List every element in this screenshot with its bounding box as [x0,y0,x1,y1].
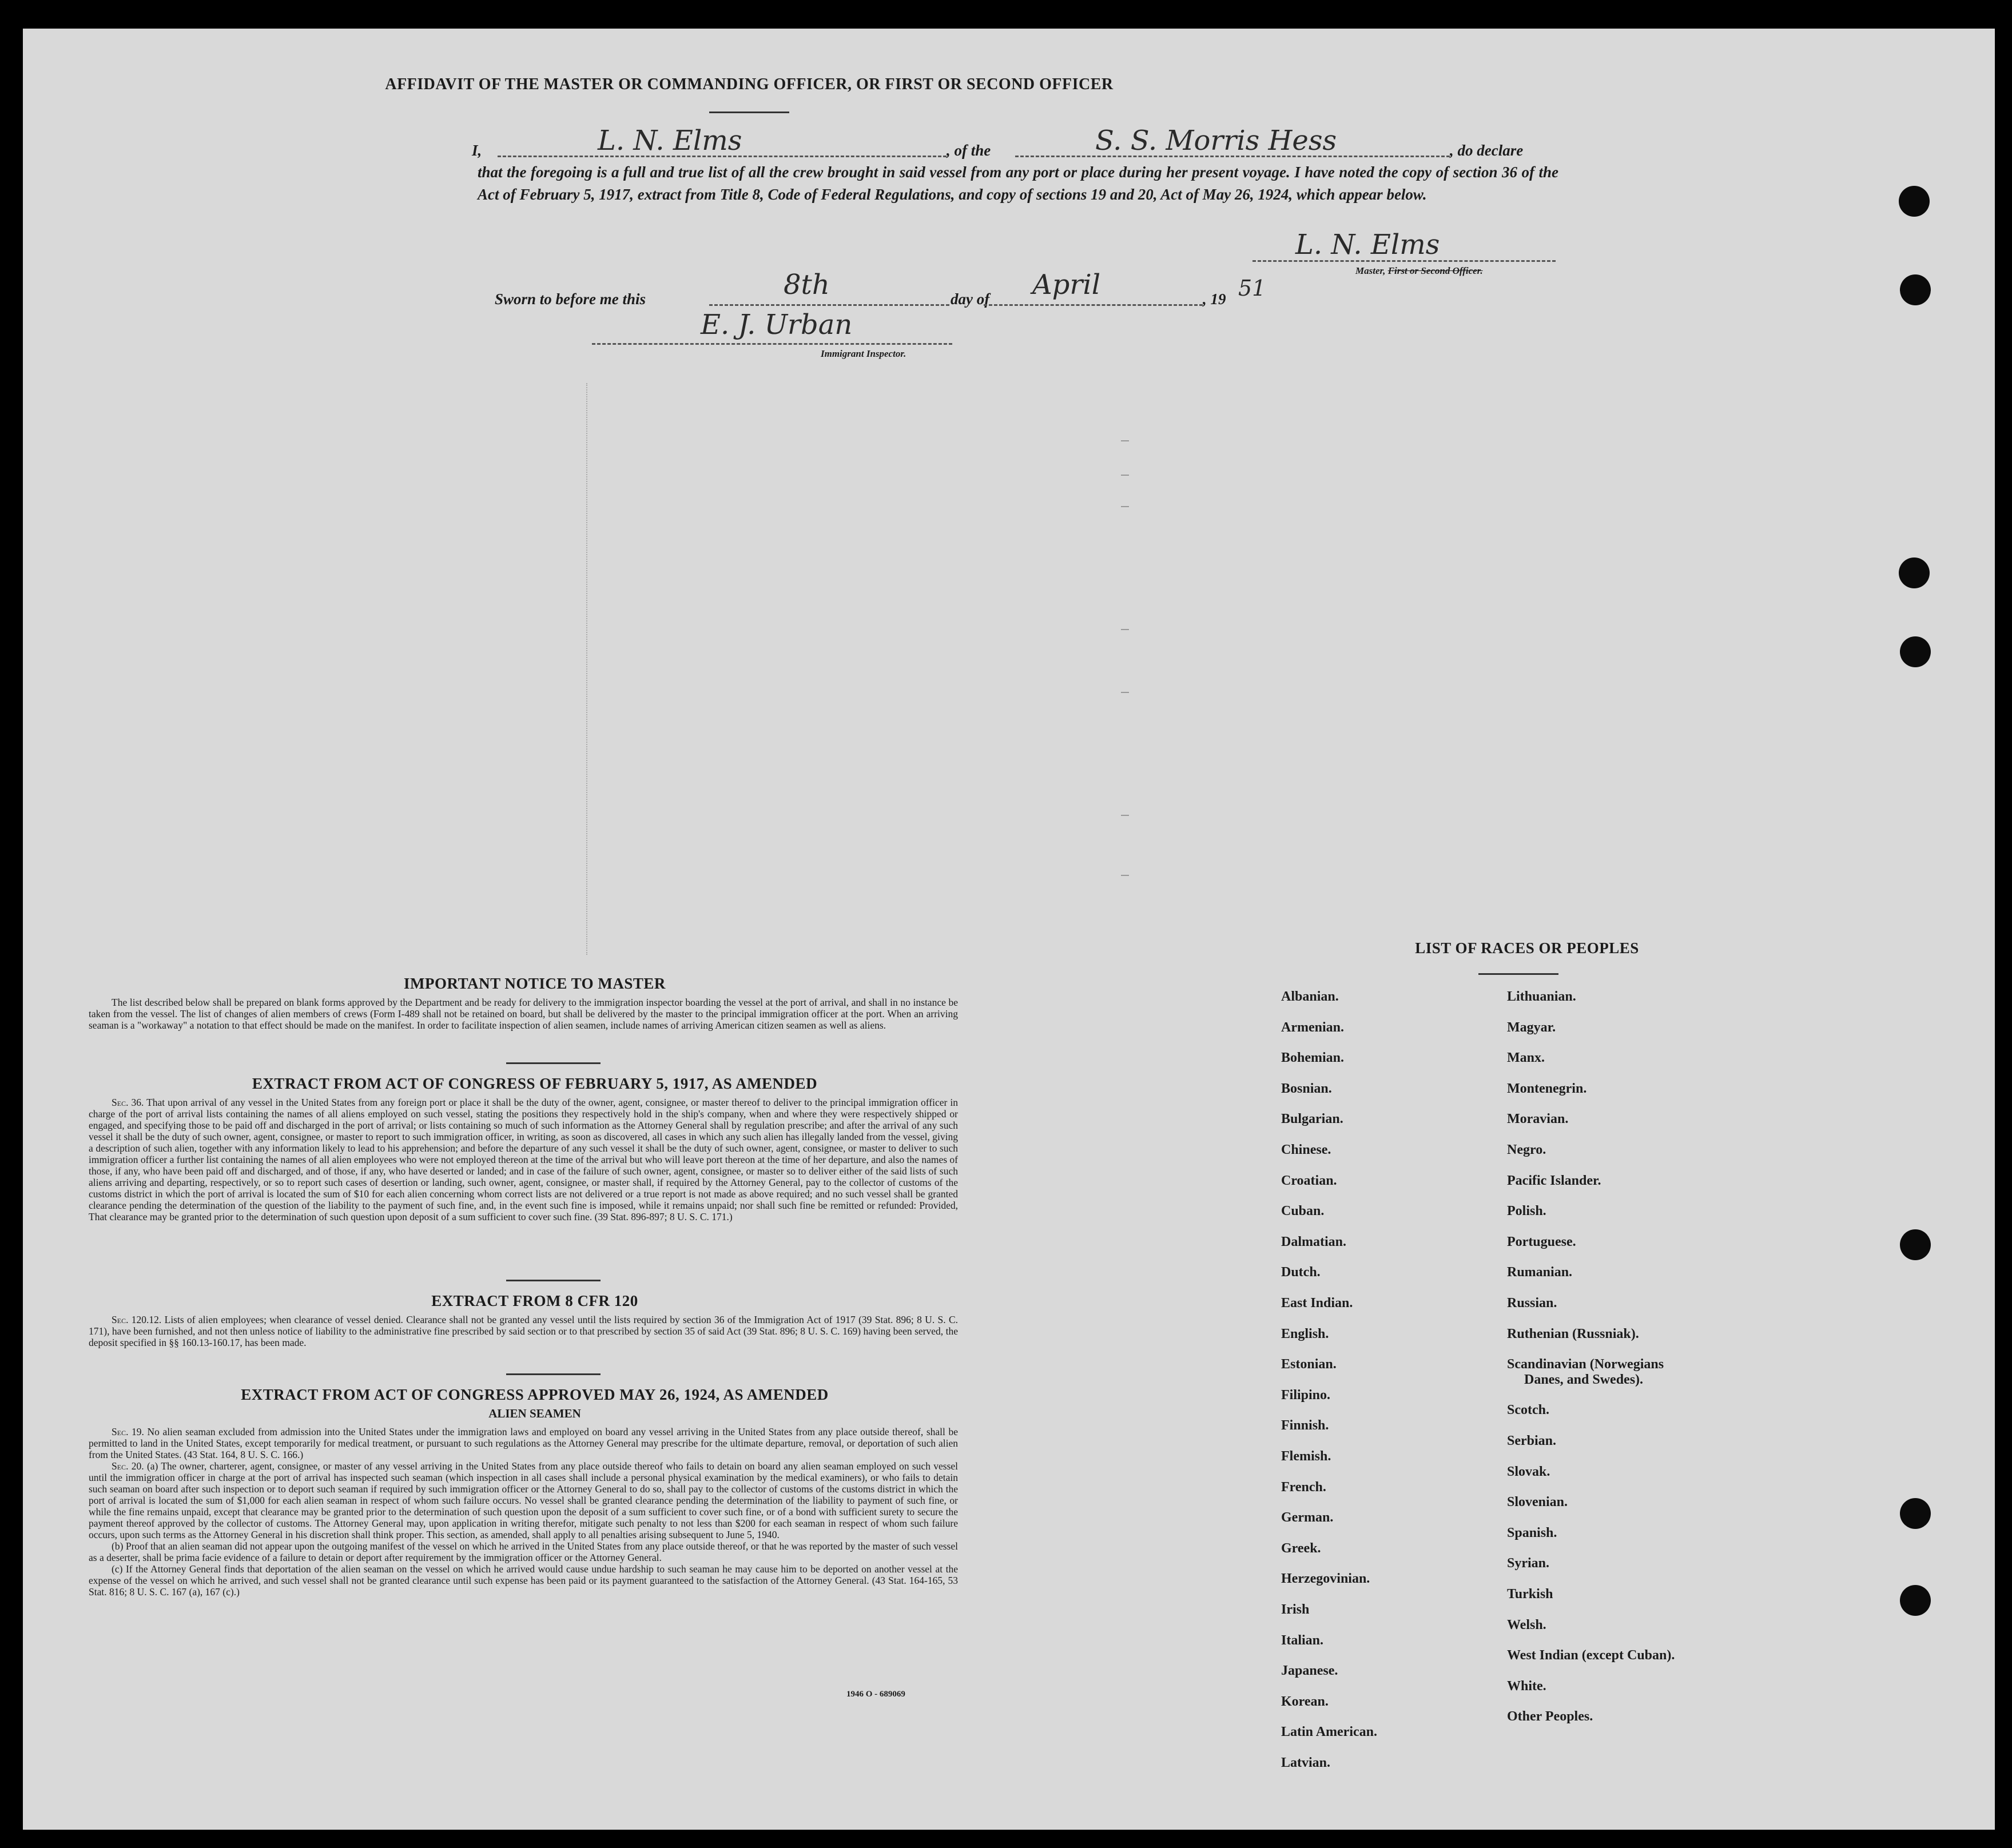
race-item: East Indian. [1281,1296,1353,1311]
extract-cfr-text [89,1314,958,1348]
race-item: Filipino. [1281,1387,1331,1403]
race-item: Polish. [1507,1204,1546,1219]
race-item: Welsh. [1507,1617,1546,1632]
inspector-caption: Immigrant Inspector. [821,348,906,359]
vessel-name-handwritten: S. S. Morris Hess [1095,125,1337,157]
race-item: Manx. [1507,1050,1545,1066]
notice-title: IMPORTANT NOTICE TO MASTER [404,975,666,992]
section-label: Sec. 20. [112,1460,144,1472]
caption-officer-struck: First or Second Officer. [1387,265,1483,276]
section-label: Sec. 120.12. [112,1314,162,1325]
race-item: Japanese. [1281,1663,1338,1679]
race-item: Rumanian. [1507,1265,1573,1280]
master-signature: L. N. Elms [1295,229,1440,261]
race-item: West Indian (except Cuban). [1507,1648,1675,1663]
race-item: Finnish. [1281,1418,1329,1433]
race-item: Scotch. [1507,1403,1549,1418]
print-code: 1946 O - 689069 [846,1690,905,1699]
race-item: Armenian. [1281,1019,1344,1035]
divider [506,1280,601,1281]
section-text: No alien seaman excluded from admission into the United States under the immigration laws and employed on board any vessel arriving in the United States from any place outside thereof, shall be permitted to land in the United States, except temporarily for medical treatment, or pursuant to such regulations as the Attorney General may prescribe for the ultimate departure, removal, or deportation of such alien from the United States. (43 Stat. 164, 8 U. S. C. 166.) [89,1426,958,1460]
section-text: That upon arrival of any vessel in the United States from any foreign port or place it shall be the duty of the owner, agent, consignee, or master thereof to deliver to the principal immigration officer in charge of the port of arrival lists containing the names of all aliens employed on such vessel, stating the positions they respectively hold in the ship's company, when and where they were respectively shipped or engaged, and specifying those to be paid off and discharged in the port of arrival; or lists containing so much of such information as the Attorney General shall by regulation prescribe; and after the arrival of any such vessel it shall be the duty of such owner, agent, consignee, or master to report to such immigration officer, in writing, as soon as discovered, all cases in which any such alien has illegally landed from the vessel, giving a description of such alien, together with any information likely to lead to his apprehension; and before the departure of any such vessel it shall be the duty of such owner, agent, consignee, or master to deliver to such immigration officer a further list containing the names of all alien employees who were not employed thereon at the time of the arrival but who will leave port thereon at the time of her departure, and also the names of those, if any, who have been paid off and discharged, and of those, if any, who have deserted or landed; and in case of the failure of such owner, agent, consignee, or master so to deliver either of the said lists of such aliens arriving and departing, respectively, or so to report such cases of desertion or landing, such owner, agent, consignee, or master shall, if required by the Attorney General, pay to the collector of customs of the customs district in which the port of arrival is located the sum of $10 for each alien concerning whom correct lists are not delivered or a true report is not made as above required; and no such vessel shall be granted clearance pending the determination of the question of the liability to the payment of such fine, and, in the event such fine is imposed, while it remains unpaid; nor shall such fine be remitted or refunded: Provided, That clearance may be granted prior to the determination of such question upon deposit of a sum sufficient to cover such fine. (39 Stat. 896-897; 8 U. S. C. 171.) [89,1097,958,1222]
master-name-handwritten: L. N. Elms [598,125,742,157]
race-item: Estonian. [1281,1357,1337,1372]
extract-1924-text [89,1426,958,1598]
section-text: (b) Proof that an alien seaman did not appear upon the outgoing manifest of the vessel on which he arrived in the United States from any place outside thereof, or that he was reported by the master of such vessel as a deserter, shall be prima facie evidence of a failure to detain or deport after requirement by the immigration officer or the Attorney General. [89,1540,958,1563]
do-declare-label: , do declare [1450,142,1524,159]
race-item: Scandinavian (Norwegians [1507,1357,1664,1372]
race-item: Ruthenian (Russniak). [1507,1326,1639,1341]
caption-master: Master, [1355,265,1386,276]
extract-cfr-title: EXTRACT FROM 8 CFR 120 [431,1292,638,1309]
race-item: Dalmatian. [1281,1234,1346,1249]
race-item: Latin American. [1281,1724,1377,1740]
race-item: French. [1281,1479,1326,1495]
punch-hole [1900,636,1931,667]
affidavit-title: AFFIDAVIT OF THE MASTER OR COMMANDING OFFICER, OR FIRST OR SECOND OFFICER [385,75,1114,93]
race-item: White. [1507,1678,1546,1694]
signature-caption [1355,265,1483,277]
year-prefix: , 19 [1203,290,1226,308]
race-item: Flemish. [1281,1449,1331,1464]
race-item: Pacific Islander. [1507,1173,1601,1188]
section-label: Sec. 36. [112,1097,144,1108]
race-item: Other Peoples. [1507,1709,1593,1724]
extract-1917-text [89,1097,958,1222]
race-item: Slovak. [1507,1464,1550,1479]
day-of-label: day of [951,290,990,308]
race-item: Latvian. [1281,1755,1331,1770]
race-item: Syrian. [1507,1556,1550,1571]
race-item: Dutch. [1281,1265,1321,1280]
year-handwritten: 51 [1238,276,1266,301]
race-item: Bulgarian. [1281,1112,1343,1127]
race-item: Croatian. [1281,1173,1337,1188]
inspector-line [592,343,952,345]
punch-hole [1900,1585,1931,1616]
punch-hole [1900,1229,1931,1260]
punch-hole [1900,1498,1931,1529]
signature-line [1252,260,1556,262]
alien-seamen-subtitle: ALIEN SEAMEN [488,1407,581,1420]
divider [506,1373,601,1375]
race-item: Italian. [1281,1632,1324,1648]
race-item: Montenegrin. [1507,1081,1587,1096]
race-item: Russian. [1507,1296,1557,1311]
race-item: Bosnian. [1281,1081,1332,1096]
punch-hole [1899,557,1930,588]
race-item: German. [1281,1510,1334,1526]
section-text: (a) The owner, charterer, agent, consignee, or master of any vessel arriving in the United States from any place outside thereof who fails to detain on board any alien seaman employed on such vessel until the immigration officer in charge at the port of arrival has inspected such seaman (which inspection in all cases shall include a personal physical examination by the medical examiners), or who fails to detain such seaman on board after such inspection or to deport such seaman if required by such immigration officer or the Attorney General to do so, shall pay to the collector of customs of the customs district in which the port of arrival is located the sum of $1,000 for each alien seaman in respect of whom such failure occurs. No vessel shall be granted clearance pending the determination of the liability to payment of such fine, or while the fine remains unpaid, except that clearance may be granted prior to the determination of such question upon the deposit of a sum sufficient to cover such fine, or of a bond with sufficient surety to secure the payment thereof approved by the collector of customs. The Attorney General may, upon application in writing therefor, mitigate such penalty to not less than $200 for each seaman in respect of whom such failure occurs, upon such terms as the Attorney General in his discretion shall think proper. This section, as amended, shall apply to all penalties arising subsequent to June 5, 1940. [89,1460,959,1540]
race-item: Chinese. [1281,1142,1331,1157]
race-item: Irish [1281,1602,1310,1617]
race-item: Herzegovinian. [1281,1571,1370,1587]
of-the-label: , of the [947,142,991,159]
divider [506,1062,601,1064]
extract-1924-title: EXTRACT FROM ACT OF CONGRESS APPROVED MAY 26, 1924, AS AMENDED [241,1386,829,1403]
document-page [23,29,1995,1830]
inspector-signature: E. J. Urban [701,309,853,341]
i-label: I, [472,142,482,159]
races-title: LIST OF RACES OR PEOPLES [1415,939,1639,957]
sworn-month-handwritten: April [1032,269,1101,301]
race-item: English. [1281,1326,1329,1341]
race-item: Moravian. [1507,1112,1569,1127]
affidavit-body: that the foregoing is a full and true list of all the crew brought in said vessel from any port or place during her present voyage. I have noted the copy of section 36 of the Act of February 5, 1917, extract from Title 8, Code of Federal Regulations, and copy of sections 19 and 20, Act of May 26, 1924, which appear below. [478,164,1558,203]
punch-hole [1899,186,1930,217]
section-text: Lists of alien employees; when clearance of vessel denied. Clearance shall not be granted any vessel until the lists required by section 36 of the Immigration Act of 1917 (39 Stat. 896; 8 U. S. C. 171), have been furnished, and not then unless notice of liability to the administrative fine prescribed by said section or to that prescribed by section 35 of said Act (39 Stat. 896; 8 U. S. C. 169) having been served, the deposit specified in §§ 160.13-160.17, has been made. [89,1314,959,1348]
race-item: Spanish. [1507,1525,1557,1540]
race-item: Portuguese. [1507,1234,1576,1249]
sworn-month-line [984,304,1203,306]
punch-hole [1900,274,1931,305]
race-item: Serbian. [1507,1433,1557,1448]
sworn-day-handwritten: 8th [784,269,830,301]
race-item: Negro. [1507,1142,1546,1157]
race-item: Albanian. [1281,989,1339,1004]
section-text: (c) If the Attorney General finds that deportation of the alien seaman on the vessel on which he arrived would cause undue hardship to such seaman he may cause him to be deported on another vessel at the expense of the vessel on which he arrived, and such vessel shall not be granted clearance until such expense has been paid or its payment guaranteed to the satisfaction of the Attorney General. (43 Stat. 164-165, 53 Stat. 816; 8 U. S. C. 167 (a), 167 (c).) [89,1563,958,1598]
sworn-day-line [709,304,949,306]
divider [1478,973,1558,975]
extract-1917-title: EXTRACT FROM ACT OF CONGRESS OF FEBRUARY 5, 1917, AS AMENDED [252,1075,818,1092]
race-item: Turkish [1507,1587,1553,1602]
race-item: Greek. [1281,1540,1321,1556]
divider [709,111,789,113]
race-item: Cuban. [1281,1204,1325,1219]
notice-text [89,997,958,1031]
notice-paragraph: The list described below shall be prepared on blank forms approved by the Department and be ready for delivery to the immigration inspector boarding the vessel at the port of arrival, and shall in no instance be taken from the vessel. The list of changes of alien members of crews (Form I-489 shall not be retained on board, but shall be delivered by the master to the principal immigration officer at the port. When an arriving seaman is a "workaway" a notation to that effect should be made on the manifest. In order to facilitate inspection of alien seamen, include names of arriving American citizen seamen as well as aliens. [89,997,958,1031]
section-label: Sec. 19. [112,1426,144,1437]
race-item: Lithuanian. [1507,989,1576,1004]
sworn-label: Sworn to before me this [495,290,646,308]
race-item: Bohemian. [1281,1050,1345,1066]
race-item: Slovenian. [1507,1495,1568,1510]
race-item: Danes, and Swedes). [1524,1372,1644,1387]
race-item: Korean. [1281,1694,1329,1709]
race-item: Magyar. [1507,1019,1556,1035]
